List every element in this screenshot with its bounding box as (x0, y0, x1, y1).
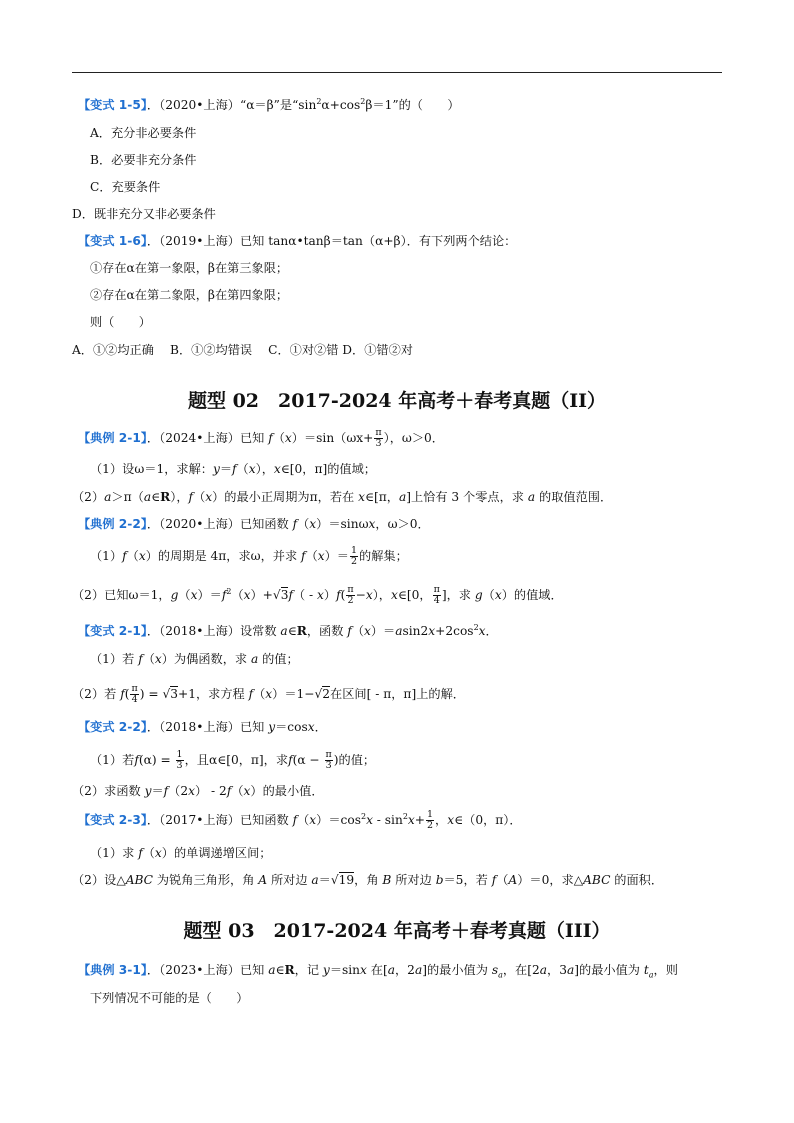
question-d2-2: 【典例 2-2】．（2020•上海）已知函数 f（x）＝sinωx，ω＞0． (78, 517, 430, 531)
question-d3-1: 【典例 3-1】．（2023•上海）已知 a∈R，记 y＝sinx 在[a，2a]的最小值为 $s_a$，在[2a，3a]的最小值为 $t_a$，则 (78, 963, 678, 980)
question-v2-1-part1: （1）若 f（x）为偶函数，求 a 的值； (90, 652, 299, 666)
question-d3-1-line2: 下列情况不可能的是（ ） (90, 991, 249, 1005)
question-d2-2-part1: （1）f（x）的周期是 4π，求ω，并求 f（x）＝ $\frac{1}{2}$ 的解集； (90, 545, 408, 567)
options-line: A．①②均正确 B．①②均错误 C．①对②错 D．①错②对 (72, 343, 413, 357)
question-v2-3-part1: （1）求 f（x）的单调递增区间； (90, 846, 272, 860)
option-a: A．充分非必要条件 (90, 126, 197, 140)
section-heading-3: 题型 03 2017-2024 年高考＋春考真题（III） (183, 920, 611, 942)
question-v2-1: 【变式 2-1】．（2018•上海）设常数 a∈R，函数 $f(x)=asin2x+2\cos^2x$． (78, 623, 498, 638)
question-d2-1: 【典例 2-1】．（2024•上海）已知 f（x）＝sin（ωx+ $\frac{\pi}{3}$ ），ω＞0． (78, 427, 444, 449)
top-rule (72, 72, 722, 73)
question-tag: 【变式 1-6】 (78, 234, 147, 248)
then-prompt: 则（ ） (90, 315, 151, 329)
question-v2-2-part2: （2）求函数 y＝f（2x） - 2f（x）的最小值． (72, 784, 324, 798)
conclusion-2: ②存在α在第二象限，β在第四象限； (90, 288, 289, 302)
question-v2-1-part2: （2）若 f( $\frac{\pi}{4}$ ) = √3+1，求方程 f（x）＝1−√2在区间[ - π，π]上的解． (72, 683, 465, 705)
question-d2-1-part1: （1）设ω＝1，求解：y＝f（x），x∈[0，π]的值域； (90, 462, 376, 476)
question-v2-2: 【变式 2-2】．（2018•上海）已知 y＝cosx． (78, 720, 327, 734)
question-v2-3: 【变式 2-3】．（2017•上海）已知函数 $f(x)=\cos^2x - \sin^2x+$ $\frac{1}{2}$ ，x∈（0，π）． (78, 809, 522, 831)
section-heading-2: 题型 02 2017-2024 年高考＋春考真题（II） (187, 390, 607, 412)
question-v1-6: 【变式 1-6】．（2019•上海）已知 tanα•tanβ＝tan（α+β）．有下列两个结论： (78, 234, 517, 248)
conclusion-1: ①存在α在第一象限，β在第三象限； (90, 261, 289, 275)
question-v2-3-part2: （2）设△ABC 为锐角三角形，角 A 所对边 a＝√19，角 B 所对边 b＝5，若 f（A）＝0，求△ABC 的面积． (72, 873, 664, 887)
question-d2-1-part2: （2）a＞π（a∈R），f（x）的最小正周期为π，若在 x∈[π，a]上恰有 3 个零点，求 a 的取值范围． (72, 490, 613, 504)
question-v2-2-part1: （1）若f(α) = $\frac{1}{3}$ ，且α∈[0，π]，求f(α − $\frac{\pi}{3}$ )的值； (90, 749, 376, 771)
question-tag: 【变式 1-5】 (78, 98, 147, 112)
option-b: B．必要非充分条件 (90, 153, 197, 167)
question-v1-5: 【变式 1-5】．（2020•上海）“α＝β”是“$\sin^2\alpha+\cos^2\beta=1$”的（ ） (78, 97, 460, 112)
question-d2-2-part2: （2）已知ω＝1，$g(x)=f^2(x)+√3f( - x)f$( $\frac{\pi}{2}$ −x），x∈[0， $\frac{\pi}{4}$ ]，求 g（x）的值域． (72, 584, 563, 606)
option-c: C．充要条件 (90, 180, 161, 194)
option-d: D．既非充分又非必要条件 (72, 207, 216, 221)
